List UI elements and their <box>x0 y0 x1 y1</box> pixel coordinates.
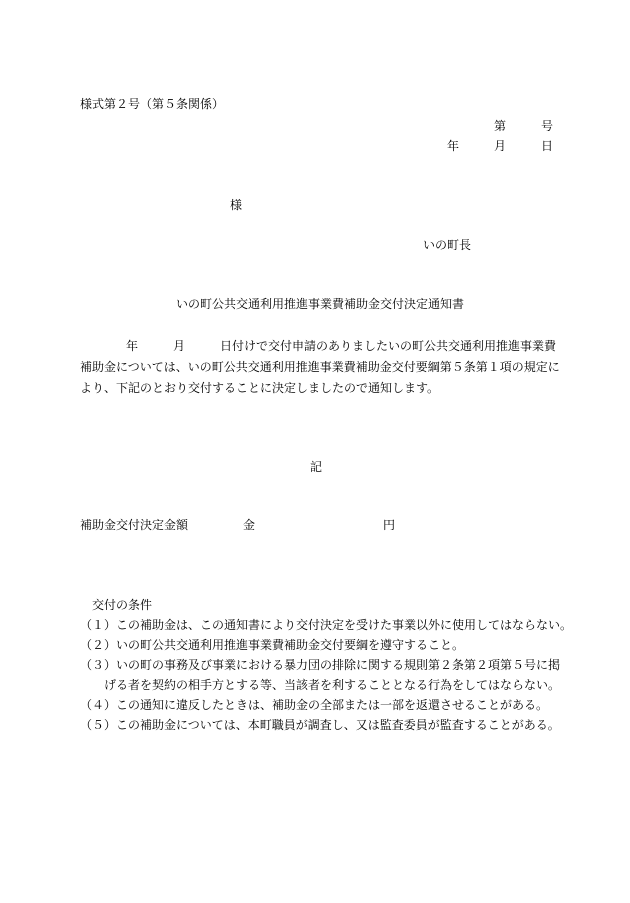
condition-num: （３） <box>80 658 117 672</box>
conditions-heading: 交付の条件 <box>92 598 153 612</box>
condition-text: いの町公共交通利用推進事業費補助金交付要綱を遵守すること。 <box>116 638 465 652</box>
number-go: 号 <box>541 119 554 133</box>
body-month: 月 <box>173 339 186 353</box>
document-title: いの町公共交通利用推進事業費補助金交付決定通知書 <box>176 297 465 311</box>
date-month: 月 <box>494 139 507 153</box>
condition-item <box>80 637 464 653</box>
body-year: 年 <box>126 339 139 353</box>
body-line2: 補助金については、いの町公共交通利用推進事業費補助金交付要綱第５条第１項の規定に <box>80 360 560 374</box>
condition-text: この補助金については、本町職員が調査し、又は監査委員が監査することがある。 <box>116 718 560 732</box>
number-dai: 第 <box>494 119 507 133</box>
condition-item <box>80 697 548 713</box>
condition-item <box>80 617 572 633</box>
condition-num: （４） <box>80 698 117 712</box>
condition-text: この補助金は、この通知書により交付決定を受けた事業以外に使用してはならない。 <box>116 618 573 632</box>
condition-num: （１） <box>80 618 117 632</box>
amount-kin: 金 <box>243 518 256 532</box>
form-label: 様式第２号（第５条関係） <box>80 97 225 111</box>
condition-num: （５） <box>80 718 117 732</box>
issuer: いの町長 <box>423 238 472 252</box>
condition-continuation: げる者を契約の相手方とする等、当該者を利することとなる行為をしてはならない。 <box>104 678 561 692</box>
addressee-sama: 様 <box>230 198 243 212</box>
amount-yen: 円 <box>383 518 396 532</box>
condition-text: この通知に違反したときは、補助金の全部または一部を返還させることがある。 <box>116 698 549 712</box>
date-year: 年 <box>447 139 460 153</box>
amount-label: 補助金交付決定金額 <box>80 518 189 532</box>
condition-item <box>80 717 560 733</box>
condition-num: （２） <box>80 638 117 652</box>
body-line1: 日付けで交付申請のありましたいの町公共交通利用推進事業費 <box>220 339 557 353</box>
ki-heading: 記 <box>310 460 323 474</box>
body-line3: より、下記のとおり交付することに決定しましたので通知します。 <box>80 381 440 395</box>
condition-item <box>80 657 560 673</box>
date-day: 日 <box>541 139 554 153</box>
condition-text: いの町の事務及び事業における暴力団の排除に関する規則第２条第２項第５号に掲 <box>116 658 561 672</box>
